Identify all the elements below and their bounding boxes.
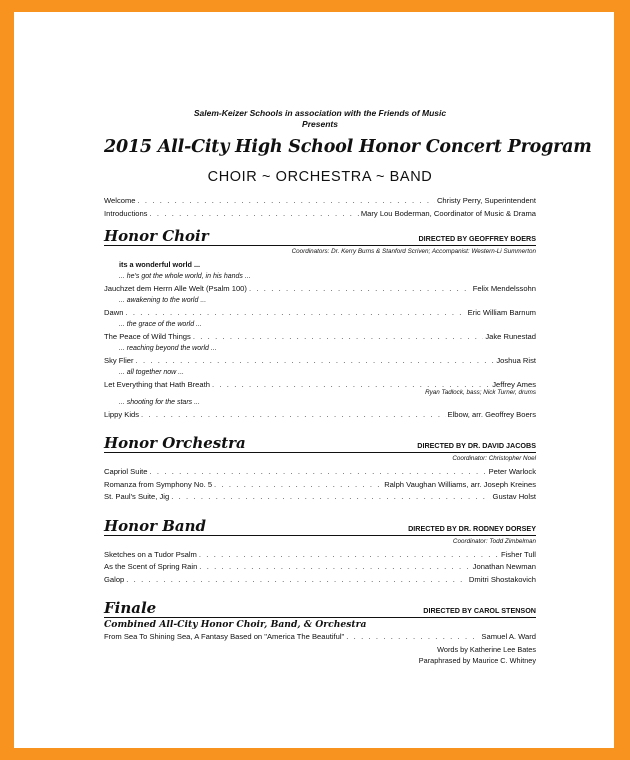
piece-title: From Sea To Shining Sea, A Fantasy Based on "America The Beautiful" bbox=[104, 632, 345, 641]
piece-title: Lippy Kids bbox=[104, 409, 140, 419]
piece-composer: Samuel A. Ward bbox=[481, 632, 536, 641]
piece-title: Sky Flier bbox=[104, 355, 134, 365]
program-subtitle: CHOIR ~ ORCHESTRA ~ BAND bbox=[207, 169, 433, 185]
dot-leader bbox=[193, 331, 484, 344]
piece-title: St. Paul's Suite, Jig bbox=[104, 492, 170, 501]
piece-composer: Eric William Barnum bbox=[467, 307, 536, 317]
dot-leader bbox=[346, 631, 479, 644]
band-title: Honor Band bbox=[104, 516, 207, 535]
piece-composer: Jeffrey Ames bbox=[492, 379, 536, 389]
dot-leader bbox=[136, 355, 495, 368]
program-row bbox=[104, 409, 536, 422]
piece-title: Galop bbox=[104, 574, 125, 584]
program-row bbox=[104, 466, 536, 479]
choir-title: Honor Choir bbox=[104, 227, 209, 245]
theme-note: ... he's got the whole world, in his hands ... bbox=[119, 273, 251, 280]
program-row bbox=[104, 549, 536, 562]
intro-row bbox=[104, 195, 536, 208]
program-row bbox=[104, 307, 536, 320]
intro-speaker: Christy Perry, Superintendent bbox=[436, 196, 536, 205]
piece-title: Let Everything that Hath Breath bbox=[104, 379, 210, 389]
orchestra-coordinator: Coordinator: Christopher Noel bbox=[452, 455, 536, 462]
dot-leader bbox=[141, 409, 445, 422]
piece-composer: Joshua Rist bbox=[496, 355, 536, 365]
intro-list bbox=[104, 195, 536, 220]
theme-note: ... reaching beyond the world ... bbox=[119, 345, 217, 352]
dot-leader bbox=[138, 195, 435, 208]
piece-title: Romanza from Symphony No. 5 bbox=[104, 479, 213, 489]
finale-ensemble: Combined All-City Honor Choir, Band, & Orchestra bbox=[104, 619, 367, 630]
program-row bbox=[104, 479, 536, 492]
band-section-header bbox=[104, 518, 536, 536]
intro-item: Welcome bbox=[104, 196, 136, 205]
theme-note: ... shooting for the stars ... bbox=[119, 399, 200, 406]
intro-row bbox=[104, 208, 536, 221]
finale-section-header bbox=[104, 600, 536, 618]
piece-title: Dawn bbox=[104, 307, 124, 317]
piece-title: As the Scent of Spring Rain bbox=[104, 562, 198, 571]
finale-director: DIRECTED BY CAROL STENSON bbox=[423, 606, 536, 615]
orchestra-director: DIRECTED BY DR. DAVID JACOBS bbox=[417, 441, 536, 450]
dot-leader bbox=[199, 549, 499, 562]
piece-composer: Fisher Tull bbox=[500, 549, 536, 559]
dot-leader bbox=[126, 574, 467, 587]
dot-leader bbox=[214, 479, 382, 492]
piece-composer: Elbow, arr. Geoffrey Boers bbox=[447, 409, 536, 419]
piece-composer: Ralph Vaughan Williams, arr. Joseph Kreines bbox=[384, 479, 536, 489]
piece-title: Capriol Suite bbox=[104, 467, 148, 476]
dot-leader bbox=[199, 561, 470, 574]
piece-composer: Jake Runestad bbox=[485, 331, 536, 341]
words-credit: Words by Katherine Lee Bates bbox=[437, 644, 536, 654]
program-row bbox=[104, 631, 536, 644]
piece-composer: Peter Warlock bbox=[488, 467, 536, 476]
choir-director: DIRECTED BY GEOFFREY BOERS bbox=[418, 234, 536, 243]
dot-leader bbox=[171, 491, 490, 504]
dot-leader bbox=[149, 466, 486, 479]
orchestra-title: Honor Orchestra bbox=[104, 434, 246, 452]
program-row bbox=[104, 574, 536, 587]
program-row bbox=[104, 491, 536, 504]
theme-note: ... the grace of the world ... bbox=[119, 321, 202, 328]
choir-coordinators: Coordinators: Dr. Kerry Burns & Stanford Scriven; Accompanist: Western-Li Summerton bbox=[291, 248, 536, 255]
dot-leader bbox=[149, 208, 358, 221]
piece-title: Sketches on a Tudor Psalm bbox=[104, 549, 197, 559]
piece-composer: Jonathan Newman bbox=[472, 562, 536, 571]
presents-line: Presents bbox=[302, 119, 338, 129]
presenter-line: Salem-Keizer Schools in association with the Friends of Music bbox=[193, 108, 447, 118]
paraphrase-credit: Paraphrased by Maurice C. Whitney bbox=[418, 655, 536, 665]
piece-title: Jauchzet dem Herrn Alle Welt (Psalm 100) bbox=[104, 283, 247, 293]
orchestra-section-header bbox=[104, 435, 536, 453]
theme-note: ... awakening to the world ... bbox=[119, 297, 207, 304]
choir-section-header bbox=[104, 228, 536, 246]
piece-composer: Gustav Holst bbox=[492, 492, 536, 501]
program-row bbox=[104, 283, 536, 296]
choir-theme: its a wonderful world ... bbox=[119, 260, 201, 269]
piece-composer: Dmitri Shostakovich bbox=[468, 574, 536, 584]
band-coordinator: Coordinator: Todd Zimbelman bbox=[452, 537, 536, 545]
performers-note: Ryan Tadlock, bass; Nick Turner, drums bbox=[425, 389, 536, 396]
program-page bbox=[14, 12, 614, 748]
band-director: DIRECTED BY DR. RODNEY DORSEY bbox=[408, 523, 536, 533]
dot-leader bbox=[249, 283, 471, 296]
program-title: 2015 All-City High School Honor Concert Program bbox=[104, 137, 592, 157]
dot-leader bbox=[125, 307, 465, 320]
intro-item: Introductions bbox=[104, 208, 148, 218]
finale-title: Finale bbox=[104, 599, 157, 617]
program-row bbox=[104, 355, 536, 368]
theme-note: ... all together now ... bbox=[119, 369, 184, 376]
program-content bbox=[104, 108, 592, 666]
piece-composer: Felix Mendelssohn bbox=[472, 283, 536, 293]
piece-title: The Peace of Wild Things bbox=[104, 331, 191, 341]
intro-speaker: Mary Lou Boderman, Coordinator of Music & Drama bbox=[360, 208, 536, 218]
program-row bbox=[104, 561, 536, 574]
program-row bbox=[104, 331, 536, 344]
